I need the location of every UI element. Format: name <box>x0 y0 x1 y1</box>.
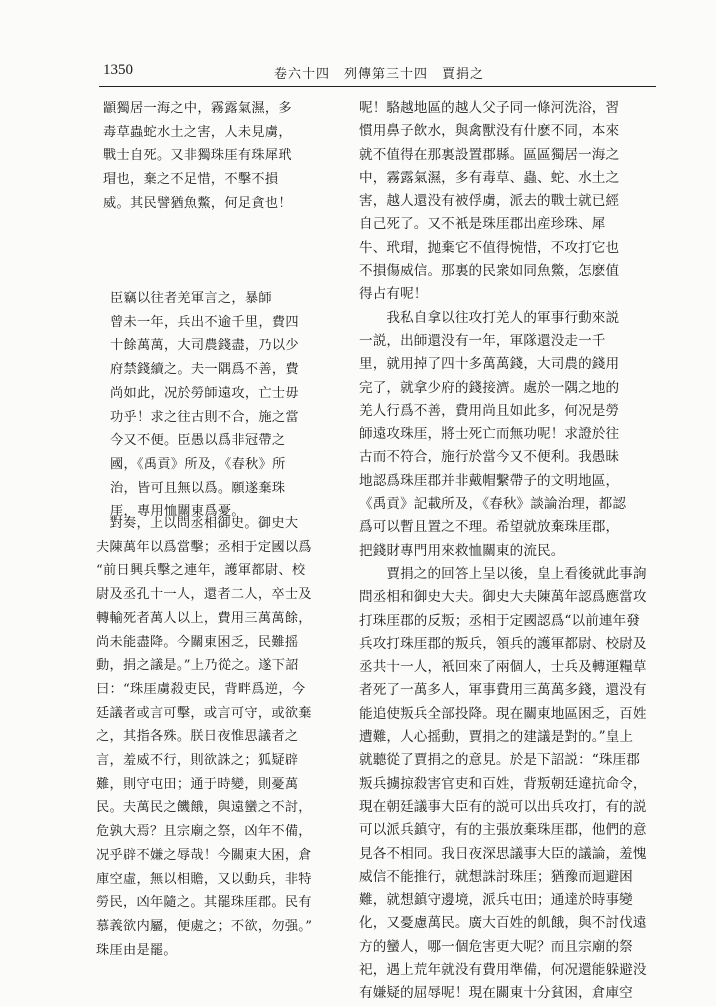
classical-paragraph-3: 對奏，上以問丞相御史。御史大 夫陳萬年以爲當擊；丞相于定國以爲 “前日興兵擊之連年，護軍都尉、校 尉及丞孔十一人，還者二人，卒士及 轉輸死者萬人以上，費用三萬萬餘， 尚未能盡降。今關東困乏，民難摇 動，捐之議是。”上乃從之。遂下詔 曰：“珠厓虜殺吏民，背畔爲逆，今 廷議者或言可擊，或言可守，或欲棄 之，其指各殊。朕日夜惟思議者之 言，羞威不行，則欲誅之；狐疑辟 難，則守屯田；通于時變，則憂萬 民。夫萬民之饑餓，與遠蠻之不討， 危孰大焉？且宗廟之祭，凶年不備， 况乎辟不嫌之辱哉！今關東大困，倉 庫空虛，無以相贍，又以動兵，非特 勞民，凶年隨之。其罷珠厓郡。民有 慕義欲内屬，便處之；不欲，勿强。” 珠厓由是罷。 <box>96 516 313 958</box>
page-number: 1350 <box>103 62 133 78</box>
running-head: 卷六十四 列傳第三十四 賈捐之 <box>274 67 485 82</box>
modern-translation-column: 呢！駱越地區的越人父子同一條河洗浴，習 慣用鼻子飲水，與禽獸没有什麽不同，本來 就不值得在那裏設置郡縣。區區獨居一海之 中，霧露氣濕，多有毒草、蟲、蛇、水土之 害，越人還没有被俘虜，派去的戰士就已經 自己死了。又不衹是珠厓郡出産珍珠、犀 牛、玳瑁，抛棄它不值得惋惜，不攻打它也 不損傷威信。那裏的民衆如同魚鱉，怎麽值 得占有呢！ 我私自拿以往攻打羌人的軍事行動來説 一説，出師還没有一年，軍隊還没走一千 里，就用掉了四十多萬萬錢，大司農的錢用 完了，就拿少府的錢接濟。處於一隅之地的 羌人行爲不善，費用尚且如此多，何况是勞 師遠攻珠厓，將士死亡而無功呢！求證於往 古而不符合，施行於當今又不便利。我愚昧 地認爲珠厓郡并非戴帽繫帶子的文明地區， 《禹貢》記載所及，《春秋》談論治理，都認 爲可以暫且置之不理。希望就放棄珠厓郡， 把錢財專門用來救恤關東的流民。 賈捐之的回答上呈以後，皇上看後就此事詢 問丞相和御史大夫。御史大夫陳萬年認爲應當攻 打珠厓郡的反叛；丞相于定國認爲“以前連年發 兵攻打珠厓郡的叛兵，領兵的護軍都尉、校尉及 丞共十一人，衹回來了兩個人，士兵及轉運糧草 者死了一萬多人，軍事費用三萬萬多錢，還没有 能追使叛兵全部投降。現在關東地區困乏，百姓 遭難，人心摇動，賈捐之的建議是對的。”皇上 就聽從了賈捐之的意見。於是下詔説：“珠厓郡 叛兵擄掠殺害官吏和百姓，背叛朝廷違抗命令， 現在朝廷議事大臣有的説可以出兵攻打，有的説 可以派兵鎮守，有的主張放棄珠厓郡，他們的意 見各不相同。我日夜深思議事大臣的議論，羞愧 威信不能推行，就想誅討珠厓；猶豫而迴避困 難，就想鎮守邊境，派兵屯田；通達於時事變 化，又憂慮萬民。廣大百姓的飢餓，與不討伐遠 方的蠻人，哪一個危害更大呢？而且宗廟的祭 祀，遇上荒年就没有費用準備，何况還能躲避没 有嫌疑的屈辱呢！現在關東十分貧困，倉庫空 <box>359 100 647 1002</box>
classical-paragraph-1: 顓獨居一海之中，霧露氣濕，多 毒草蟲蛇水土之害，人未見虜， 戰士自死。又非獨珠厓有珠犀玳 瑁也，棄之不足惜，不擊不損 威。其民譬猶魚鱉，何足貪也！ <box>103 101 292 211</box>
classical-paragraph-2: 臣竊以往者羌軍言之，暴師 曾未一年，兵出不逾千里，費四 十餘萬萬，大司農錢盡，乃以少 府禁錢續之。夫一隅爲不善，費 尚如此，况於勞師遠攻，亡士毋 功乎！求之往古則不合，施之當 今又不便。臣愚以爲非冠帶之 國，《禹貢》所及，《春秋》所 治，皆可且無以爲。願遂棄珠 厓，專用恤關東爲憂。 <box>110 291 299 520</box>
header-rule <box>99 86 656 87</box>
